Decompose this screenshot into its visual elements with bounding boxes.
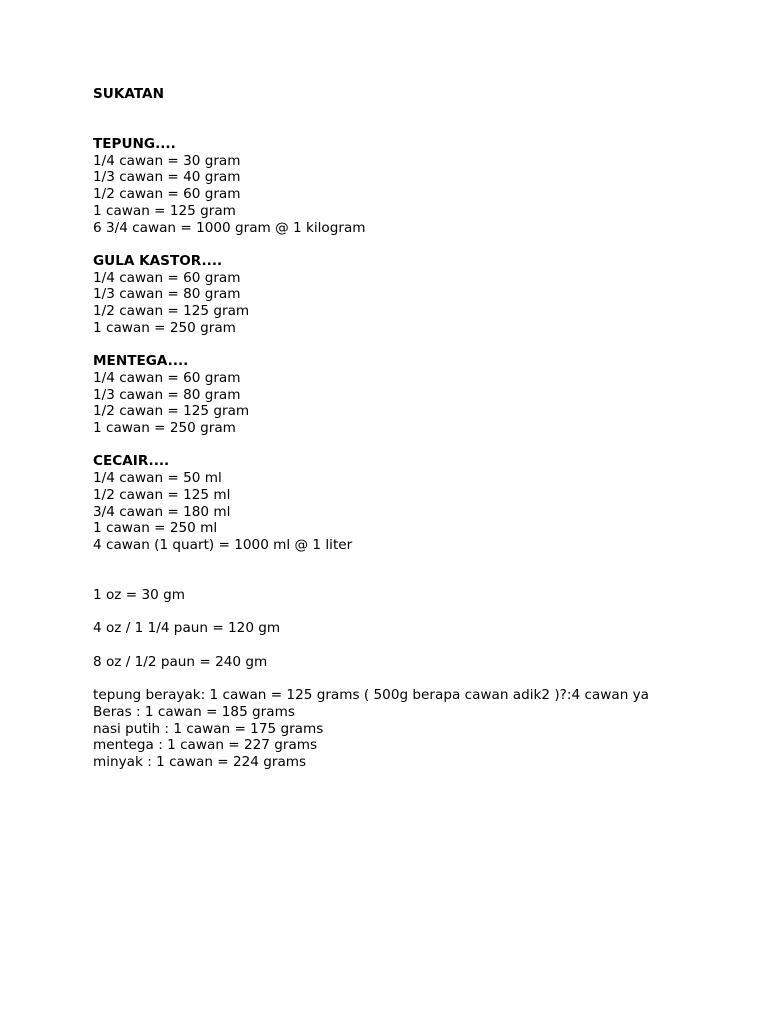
section-cecair: [93, 453, 673, 553]
measurement-line: 1/2 cawan = 125 gram: [93, 303, 250, 320]
measurement-line: 1/3 cawan = 40 gram: [93, 169, 241, 186]
measurement-line: 4 cawan (1 quart) = 1000 ml @ 1 liter: [93, 536, 353, 553]
measurement-line: 1/2 cawan = 125 gram: [93, 403, 250, 420]
spacer: [93, 637, 673, 654]
measurement-line: 1/4 cawan = 30 gram: [93, 152, 241, 169]
conversion-line: 4 oz / 1 1/4 paun = 120 gm: [93, 620, 281, 637]
document-title: SUKATAN: [93, 86, 164, 102]
section-gula-kastor: [93, 253, 673, 337]
section-tepung: [93, 136, 673, 236]
spacer: [93, 103, 673, 136]
conversion-line: 1 oz = 30 gm: [93, 587, 185, 603]
note-line: mentega : 1 cawan = 227 grams: [93, 737, 318, 754]
measurement-line: 1 cawan = 250 ml: [93, 520, 218, 537]
document-page: [93, 86, 673, 771]
measurement-line: 1 cawan = 125 gram: [93, 202, 236, 219]
spacer: [93, 604, 673, 621]
note-line: nasi putih : 1 cawan = 175 grams: [93, 720, 324, 737]
measurement-line: 1 cawan = 250 gram: [93, 420, 236, 436]
spacer: [93, 670, 673, 687]
measurement-line: 6 3/4 cawan = 1000 gram @ 1 kilogram: [93, 219, 366, 236]
measurement-line: 1/2 cawan = 125 ml: [93, 486, 231, 503]
spacer: [93, 236, 673, 253]
note-line: tepung berayak: 1 cawan = 125 grams ( 500g berapa cawan adik2 )?:4 cawan ya: [93, 687, 650, 704]
section-mentega: [93, 353, 673, 437]
section-heading: MENTEGA....: [93, 353, 189, 370]
note-line: Beras : 1 cawan = 185 grams: [93, 703, 295, 720]
spacer: [93, 437, 673, 454]
measurement-line: 1 cawan = 250 gram: [93, 319, 236, 336]
note-line: minyak : 1 cawan = 224 grams: [93, 753, 307, 770]
measurement-line: 1/4 cawan = 60 gram: [93, 369, 241, 386]
section-heading: CECAIR....: [93, 453, 170, 470]
measurement-line: 3/4 cawan = 180 ml: [93, 503, 231, 520]
spacer: [93, 554, 673, 587]
conversion-line: 8 oz / 1/2 paun = 240 gm: [93, 653, 268, 670]
measurement-line: 1/3 cawan = 80 gram: [93, 286, 241, 303]
spacer: [93, 337, 673, 354]
section-heading: TEPUNG....: [93, 136, 176, 153]
measurement-line: 1/3 cawan = 80 gram: [93, 386, 241, 403]
measurement-line: 1/4 cawan = 50 ml: [93, 470, 222, 487]
measurement-line: 1/4 cawan = 60 gram: [93, 269, 241, 286]
section-heading: GULA KASTOR....: [93, 252, 223, 269]
notes-block: [93, 687, 673, 771]
measurement-line: 1/2 cawan = 60 gram: [93, 186, 241, 203]
